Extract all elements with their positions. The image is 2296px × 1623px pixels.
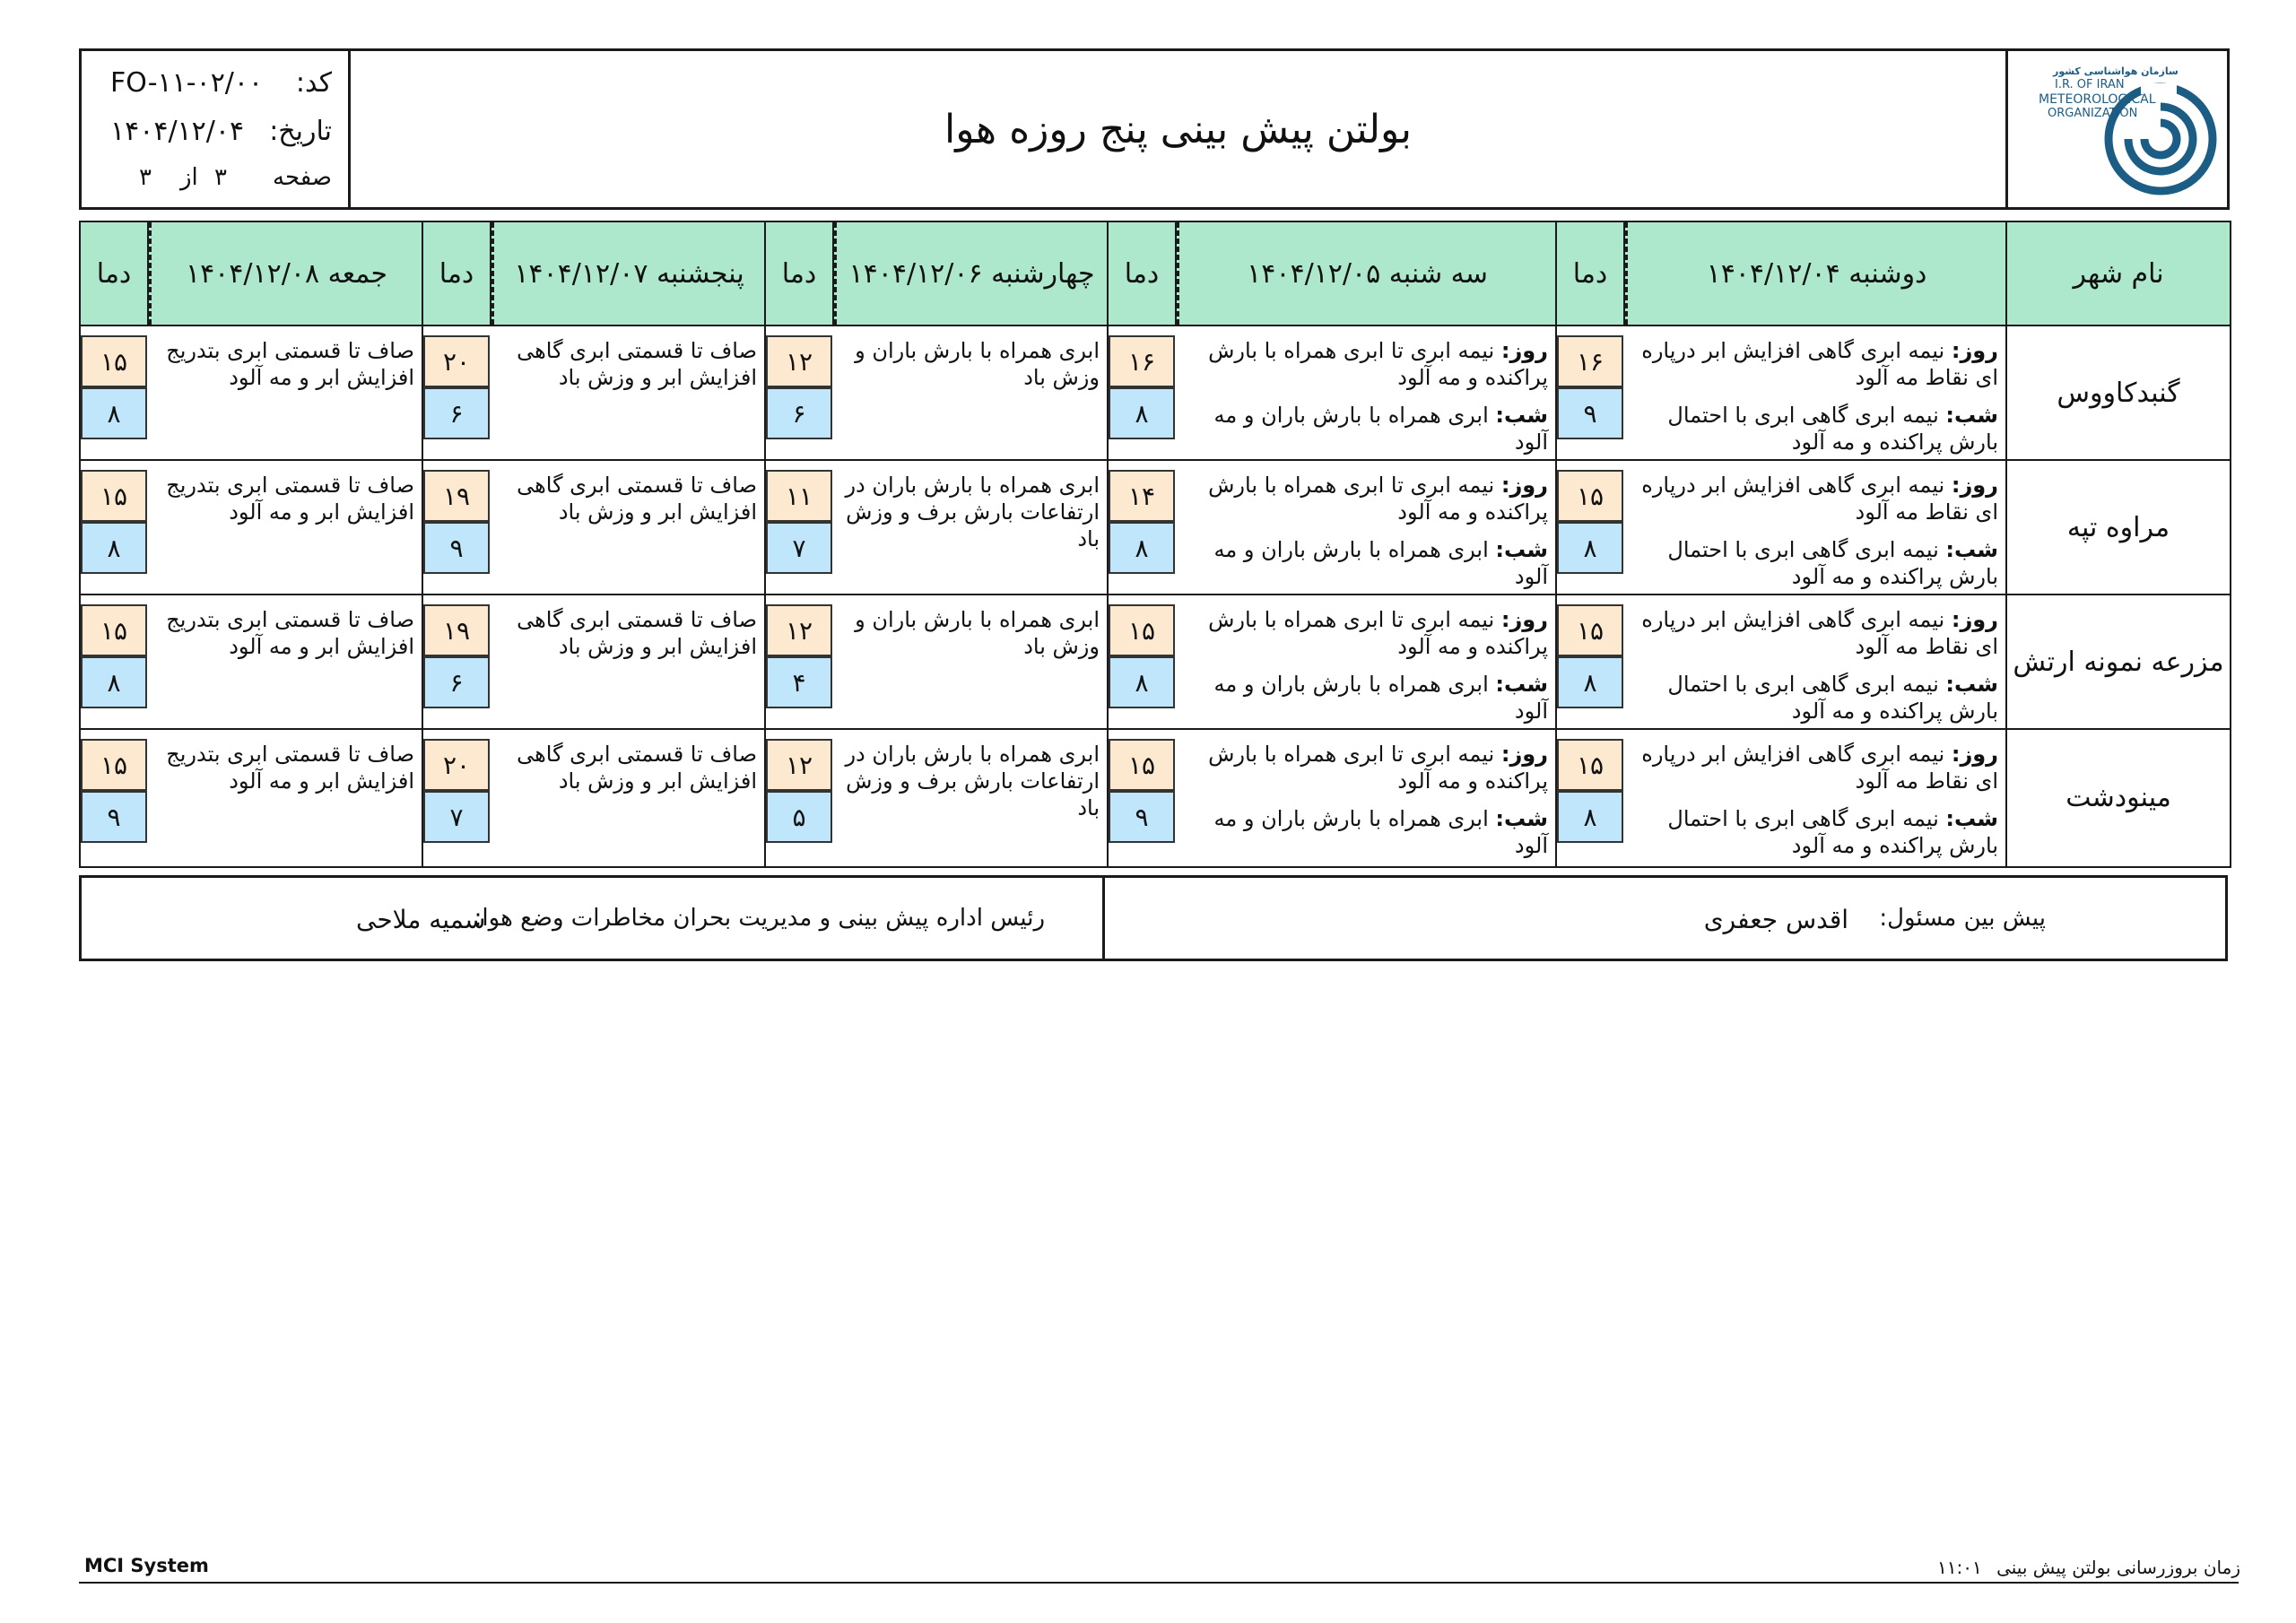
day5-forecast: صاف تا قسمتی ابری بتدریج افزایش ابر و مه آلود — [166, 742, 414, 794]
date-label: تاریخ: — [269, 116, 332, 147]
forecaster-name: اقدس جعفری — [1703, 905, 1848, 934]
date-row — [82, 116, 348, 159]
day4-forecast: صاف تا قسمتی ابری گاهی افزایش ابر و وزش باد — [517, 607, 757, 659]
night-prefix: شب: — [1495, 672, 1548, 697]
city-name: مزرعه نمونه ارتش — [2013, 646, 2224, 678]
day3-header: چهارشنبه ۱۴۰۴/۱۲/۰۶ — [834, 222, 1109, 325]
day2-forecast — [1186, 472, 1548, 590]
min-temp: ۸ — [1109, 387, 1175, 439]
day1-forecast — [1638, 337, 1998, 456]
max-temp: ۱۲ — [766, 604, 832, 656]
temp-header-day1: دما — [1557, 222, 1625, 325]
system-name: MCI System — [84, 1555, 209, 1576]
city-header: نام شهر — [2007, 222, 2230, 325]
logo-text-country: I.R. OF IRAN — [2055, 78, 2125, 91]
bulletin-header — [79, 48, 2230, 210]
max-temp: ۱۵ — [81, 739, 147, 791]
code-value: FO-۱۱-۰۲/۰۰ — [110, 67, 264, 99]
logo-text-organization: ORGANIZATION — [2048, 107, 2138, 120]
day-prefix: روز: — [1951, 607, 1998, 632]
logo-text-meteorological: METEOROLOGICAL — [2039, 92, 2156, 107]
day2-header: سه شنبه ۱۴۰۴/۱۲/۰۵ — [1177, 222, 1557, 325]
min-temp: ۷ — [423, 791, 490, 843]
day-prefix: روز: — [1500, 473, 1548, 498]
min-temp: ۸ — [81, 522, 147, 574]
temp-header-day3: دما — [766, 222, 834, 325]
max-temp: ۱۵ — [1557, 470, 1623, 522]
day-prefix: روز: — [1951, 338, 1998, 363]
city-name: گنبدکاووس — [2057, 377, 2180, 409]
temp-header-day2: دما — [1109, 222, 1177, 325]
day5-forecast: صاف تا قسمتی ابری بتدریج افزایش ابر و مه آلود — [166, 607, 414, 659]
night-prefix: شب: — [1495, 806, 1548, 831]
night-text: نیمه ابری گاهی ابری با احتمال بارش پراکنده و مه آلود — [1667, 672, 1998, 724]
day3-forecast: ابری همراه با بارش باران در ارتفاعات بارش برف و وزش باد — [845, 473, 1100, 551]
day-text: نیمه ابری تا ابری همراه با بارش پراکنده و مه آلود — [1208, 473, 1548, 525]
day-prefix: روز: — [1500, 742, 1548, 767]
max-temp: ۱۶ — [1557, 335, 1623, 387]
max-temp: ۱۴ — [1109, 470, 1175, 522]
forecast-table — [79, 221, 2231, 868]
city-name: مراوه تپه — [2066, 511, 2170, 543]
signature-box — [79, 875, 2228, 961]
logo-text-fa: سازمان هواشناسی کشور — [2053, 65, 2179, 77]
min-temp: ۸ — [1557, 656, 1623, 708]
min-temp: ۸ — [81, 387, 147, 439]
max-temp: ۱۶ — [1109, 335, 1175, 387]
max-temp: ۲۰ — [423, 739, 490, 791]
page-number: ۳ — [214, 164, 227, 191]
day1-forecast — [1638, 472, 1998, 590]
max-temp: ۱۵ — [1557, 739, 1623, 791]
day1-forecast — [1638, 741, 1998, 859]
day-text: نیمه ابری گاهی افزایش ابر درپاره ای نقاط مه آلود — [1641, 338, 1998, 390]
update-time-info — [1937, 1557, 2240, 1578]
night-text: نیمه ابری گاهی ابری با احتمال بارش پراکنده و مه آلود — [1667, 806, 1998, 858]
min-temp: ۶ — [423, 387, 490, 439]
max-temp: ۱۵ — [81, 335, 147, 387]
day3-forecast: ابری همراه با بارش باران در ارتفاعات بارش برف و وزش باد — [845, 742, 1100, 820]
day1-header: دوشنبه ۱۴۰۴/۱۲/۰۴ — [1625, 222, 2007, 325]
night-text: نیمه ابری گاهی ابری با احتمال بارش پراکنده و مه آلود — [1667, 537, 1998, 589]
header-divider — [81, 325, 2230, 326]
min-temp: ۹ — [1109, 791, 1175, 843]
code-row — [82, 67, 348, 110]
night-prefix: شب: — [1945, 537, 1998, 562]
min-temp: ۷ — [766, 522, 832, 574]
day-text: نیمه ابری تا ابری همراه با بارش پراکنده و مه آلود — [1208, 607, 1548, 659]
night-prefix: شب: — [1495, 537, 1548, 562]
day1-forecast — [1638, 606, 1998, 725]
night-text: ابری همراه با بارش باران و مه آلود — [1213, 806, 1548, 858]
page-of-label: از — [180, 164, 198, 191]
forecaster-label: پیش بین مسئول: — [1879, 905, 2046, 932]
date-value: ۱۴۰۴/۱۲/۰۴ — [110, 116, 245, 147]
day3-forecast: ابری همراه با بارش باران و وزش باد — [855, 607, 1100, 659]
max-temp: ۱۲ — [766, 335, 832, 387]
min-temp: ۸ — [1557, 522, 1623, 574]
organization-logo — [2005, 51, 2227, 207]
code-label: کد: — [295, 67, 332, 99]
page-row — [82, 164, 348, 207]
min-temp: ۶ — [423, 656, 490, 708]
day5-header: جمعه ۱۴۰۴/۱۲/۰۸ — [149, 222, 423, 325]
day-text: نیمه ابری گاهی افزایش ابر درپاره ای نقاط مه آلود — [1641, 473, 1998, 525]
update-label: زمان بروزرسانی بولتن پیش بینی — [1996, 1557, 2240, 1578]
page-title: بولتن پیش بینی پنج روزه هوا — [944, 106, 1413, 152]
day3-forecast: ابری همراه با بارش باران و وزش باد — [855, 338, 1100, 390]
page-label: صفحه — [273, 164, 332, 191]
day5-forecast: صاف تا قسمتی ابری بتدریج افزایش ابر و مه آلود — [166, 338, 414, 390]
day4-forecast: صاف تا قسمتی ابری گاهی افزایش ابر و وزش باد — [517, 338, 757, 390]
day5-forecast: صاف تا قسمتی ابری بتدریج افزایش ابر و مه آلود — [166, 473, 414, 525]
day-prefix: روز: — [1951, 473, 1998, 498]
day-text: نیمه ابری گاهی افزایش ابر درپاره ای نقاط مه آلود — [1641, 742, 1998, 794]
max-temp: ۱۵ — [81, 604, 147, 656]
page-total: ۳ — [139, 164, 152, 191]
min-temp: ۸ — [1557, 791, 1623, 843]
min-temp: ۵ — [766, 791, 832, 843]
day4-header: پنجشنبه ۱۴۰۴/۱۲/۰۷ — [491, 222, 766, 325]
update-time: ۱۱:۰۱ — [1937, 1557, 1982, 1578]
min-temp: ۶ — [766, 387, 832, 439]
min-temp: ۹ — [81, 791, 147, 843]
max-temp: ۱۹ — [423, 470, 490, 522]
night-prefix: شب: — [1945, 672, 1998, 697]
min-temp: ۸ — [1109, 656, 1175, 708]
min-temp: ۸ — [1109, 522, 1175, 574]
row-divider — [81, 459, 2230, 461]
day-prefix: روز: — [1500, 607, 1548, 632]
row-divider — [81, 728, 2230, 730]
max-temp: ۱۲ — [766, 739, 832, 791]
max-temp: ۱۵ — [1109, 739, 1175, 791]
max-temp: ۱۵ — [1109, 604, 1175, 656]
city-name: مینودشت — [2066, 781, 2171, 813]
day-text: نیمه ابری تا ابری همراه با بارش پراکنده و مه آلود — [1208, 742, 1548, 794]
row-divider — [81, 594, 2230, 595]
max-temp: ۱۱ — [766, 470, 832, 522]
temp-header-day5: دما — [81, 222, 149, 325]
min-temp: ۸ — [81, 656, 147, 708]
night-text: ابری همراه با بارش باران و مه آلود — [1213, 672, 1548, 724]
min-temp: ۹ — [1557, 387, 1623, 439]
max-temp: ۲۰ — [423, 335, 490, 387]
night-prefix: شب: — [1945, 806, 1998, 831]
day-prefix: روز: — [1951, 742, 1998, 767]
day-text: نیمه ابری گاهی افزایش ابر درپاره ای نقاط مه آلود — [1641, 607, 1998, 659]
document-meta — [82, 51, 351, 207]
department-head-name: سمیه ملاحی — [356, 905, 486, 934]
signature-divider — [1102, 878, 1105, 959]
day-prefix: روز: — [1500, 338, 1548, 363]
department-head-label: رئیس اداره پیش بینی و مدیریت بحران مخاطرات وضع هوا: — [474, 905, 1045, 932]
day2-forecast — [1186, 606, 1548, 725]
day-text: نیمه ابری تا ابری همراه با بارش پراکنده و مه آلود — [1208, 338, 1548, 390]
max-temp: ۱۵ — [81, 470, 147, 522]
max-temp: ۱۵ — [1557, 604, 1623, 656]
day2-forecast — [1186, 337, 1548, 456]
day2-forecast — [1186, 741, 1548, 859]
temp-header-day4: دما — [423, 222, 491, 325]
min-temp: ۴ — [766, 656, 832, 708]
night-text: ابری همراه با بارش باران و مه آلود — [1213, 537, 1548, 589]
night-prefix: شب: — [1495, 403, 1548, 428]
day4-forecast: صاف تا قسمتی ابری گاهی افزایش ابر و وزش باد — [517, 742, 757, 794]
night-prefix: شب: — [1945, 403, 1998, 428]
day4-forecast: صاف تا قسمتی ابری گاهی افزایش ابر و وزش باد — [517, 473, 757, 525]
night-text: نیمه ابری گاهی ابری با احتمال بارش پراکنده و مه آلود — [1667, 403, 1998, 455]
min-temp: ۹ — [423, 522, 490, 574]
max-temp: ۱۹ — [423, 604, 490, 656]
night-text: ابری همراه با بارش باران و مه آلود — [1213, 403, 1548, 455]
footer-rule — [79, 1582, 2239, 1584]
